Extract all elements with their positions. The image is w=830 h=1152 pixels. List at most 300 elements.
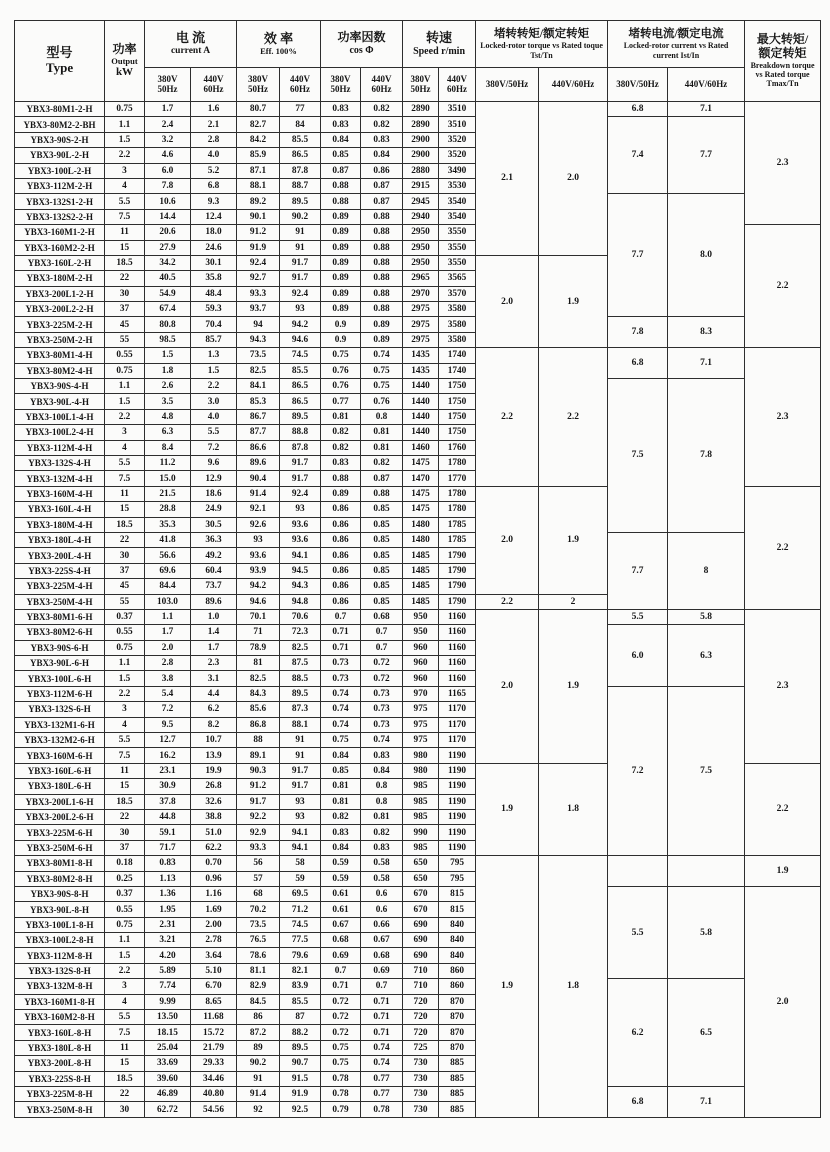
cell-speed-380: 1475 bbox=[403, 455, 439, 470]
cell-current-440: 24.6 bbox=[191, 240, 237, 255]
cell-speed-440: 885 bbox=[439, 1056, 476, 1071]
cell-current-380: 69.6 bbox=[145, 563, 191, 578]
cell-current-380: 1.8 bbox=[145, 363, 191, 378]
cell-cos-380: 0.83 bbox=[321, 455, 361, 470]
cell-ist-380: 6.8 bbox=[608, 102, 668, 117]
cell-current-380: 41.8 bbox=[145, 532, 191, 547]
cell-current-380: 39.60 bbox=[145, 1071, 191, 1086]
cell-speed-380: 975 bbox=[403, 717, 439, 732]
cell-eff-440: 74.5 bbox=[280, 348, 321, 363]
cell-type: YBX3-132M-4-H bbox=[15, 471, 105, 486]
cell-cos-380: 0.79 bbox=[321, 1102, 361, 1117]
cell-eff-380: 93.6 bbox=[237, 548, 280, 563]
cell-power: 7.5 bbox=[105, 748, 145, 763]
cell-speed-440: 3580 bbox=[439, 317, 476, 332]
cell-current-380: 7.2 bbox=[145, 702, 191, 717]
cell-power: 0.75 bbox=[105, 102, 145, 117]
cell-speed-440: 1750 bbox=[439, 425, 476, 440]
cell-cos-440: 0.8 bbox=[361, 794, 403, 809]
cell-speed-380: 650 bbox=[403, 856, 439, 871]
cell-speed-380: 725 bbox=[403, 1040, 439, 1055]
cell-speed-440: 1790 bbox=[439, 548, 476, 563]
cell-cos-380: 0.69 bbox=[321, 948, 361, 963]
cell-current-380: 3.2 bbox=[145, 132, 191, 147]
cell-current-380: 10.6 bbox=[145, 194, 191, 209]
header-ist-380-50 bbox=[608, 68, 668, 102]
cell-current-380: 3.5 bbox=[145, 394, 191, 409]
header-speed-zh: 转速 bbox=[426, 29, 453, 45]
cell-cos-440: 0.83 bbox=[361, 748, 403, 763]
cell-speed-380: 1475 bbox=[403, 486, 439, 501]
cell-type: YBX3-132S-4-H bbox=[15, 455, 105, 470]
cell-cos-440: 0.71 bbox=[361, 1025, 403, 1040]
cell-speed-380: 2975 bbox=[403, 332, 439, 347]
cell-eff-440: 82.1 bbox=[280, 963, 321, 978]
cell-type: YBX3-132M2-6-H bbox=[15, 733, 105, 748]
cell-current-380: 30.9 bbox=[145, 779, 191, 794]
cell-eff-440: 94.8 bbox=[280, 594, 321, 609]
cell-eff-440: 74.5 bbox=[280, 917, 321, 932]
cell-eff-440: 92.4 bbox=[280, 286, 321, 301]
cell-power: 0.75 bbox=[105, 917, 145, 932]
cell-eff-440: 87.8 bbox=[280, 163, 321, 178]
cell-eff-440: 87 bbox=[280, 1010, 321, 1025]
cell-current-440: 2.78 bbox=[191, 933, 237, 948]
cell-power: 1.1 bbox=[105, 656, 145, 671]
cell-current-440: 30.1 bbox=[191, 255, 237, 270]
cell-speed-440: 1780 bbox=[439, 502, 476, 517]
freq-combined-label: 440V/60Hz bbox=[684, 78, 728, 89]
cell-speed-380: 2915 bbox=[403, 178, 439, 193]
cell-current-380: 1.95 bbox=[145, 902, 191, 917]
cell-cos-440: 0.72 bbox=[361, 671, 403, 686]
cell-eff-380: 91.2 bbox=[237, 779, 280, 794]
cell-type: YBX3-250M-4-H bbox=[15, 594, 105, 609]
header-efficiency bbox=[237, 21, 321, 68]
cell-type: YBX3-225M-2-H bbox=[15, 317, 105, 332]
cell-speed-380: 2950 bbox=[403, 225, 439, 240]
cell-type: YBX3-160L-8-H bbox=[15, 1025, 105, 1040]
cell-eff-380: 81 bbox=[237, 656, 280, 671]
freq-hz-label: 60Hz bbox=[203, 83, 224, 94]
cell-speed-440: 815 bbox=[439, 886, 476, 901]
cell-current-440: 2.00 bbox=[191, 917, 237, 932]
freq-hz-label: 50Hz bbox=[410, 83, 431, 94]
cell-speed-440: 1740 bbox=[439, 363, 476, 378]
cell-type: YBX3-225S-8-H bbox=[15, 1071, 105, 1086]
cell-eff-380: 93.3 bbox=[237, 840, 280, 855]
cell-current-440: 59.3 bbox=[191, 302, 237, 317]
cell-power: 3 bbox=[105, 702, 145, 717]
cell-speed-440: 870 bbox=[439, 1025, 476, 1040]
freq-volt-label: 440V bbox=[447, 73, 468, 84]
cell-power: 18.5 bbox=[105, 1071, 145, 1086]
cell-cos-380: 0.76 bbox=[321, 379, 361, 394]
freq-volt-label: 440V bbox=[203, 73, 224, 84]
cell-cos-380: 0.82 bbox=[321, 425, 361, 440]
cell-eff-440: 87.3 bbox=[280, 702, 321, 717]
cell-power: 5.5 bbox=[105, 733, 145, 748]
cell-tst-380: 2.0 bbox=[476, 486, 539, 594]
cell-eff-380: 80.7 bbox=[237, 102, 280, 117]
cell-eff-380: 84.3 bbox=[237, 686, 280, 701]
cell-speed-380: 985 bbox=[403, 809, 439, 824]
cell-cos-440: 0.7 bbox=[361, 625, 403, 640]
cell-power: 1.1 bbox=[105, 117, 145, 132]
cell-cos-380: 0.85 bbox=[321, 148, 361, 163]
cell-speed-380: 1435 bbox=[403, 348, 439, 363]
cell-current-380: 34.2 bbox=[145, 255, 191, 270]
cell-cos-380: 0.86 bbox=[321, 502, 361, 517]
cell-cos-440: 0.81 bbox=[361, 425, 403, 440]
cell-ist-380: 7.2 bbox=[608, 686, 668, 855]
cell-speed-380: 1460 bbox=[403, 440, 439, 455]
cell-current-380: 33.69 bbox=[145, 1056, 191, 1071]
cell-current-440: 1.3 bbox=[191, 348, 237, 363]
cell-speed-380: 2950 bbox=[403, 240, 439, 255]
cell-eff-440: 91.7 bbox=[280, 779, 321, 794]
cell-current-440: 89.6 bbox=[191, 594, 237, 609]
cell-power: 0.37 bbox=[105, 609, 145, 624]
cell-current-440: 4.0 bbox=[191, 409, 237, 424]
cell-speed-380: 1440 bbox=[403, 409, 439, 424]
cell-speed-440: 1790 bbox=[439, 579, 476, 594]
cell-eff-440: 94.1 bbox=[280, 840, 321, 855]
cell-current-440: 40.80 bbox=[191, 1087, 237, 1102]
cell-power: 3 bbox=[105, 979, 145, 994]
header-breakdown-torque-zh1: 最大转矩/ bbox=[756, 32, 809, 47]
cell-cos-440: 0.58 bbox=[361, 871, 403, 886]
cell-current-440: 0.70 bbox=[191, 856, 237, 871]
cell-eff-440: 91 bbox=[280, 240, 321, 255]
cell-cos-380: 0.73 bbox=[321, 671, 361, 686]
cell-cos-440: 0.85 bbox=[361, 517, 403, 532]
cell-power: 7.5 bbox=[105, 209, 145, 224]
cell-power: 11 bbox=[105, 1040, 145, 1055]
cell-cos-380: 0.85 bbox=[321, 763, 361, 778]
cell-eff-380: 94.2 bbox=[237, 579, 280, 594]
cell-eff-380: 84.2 bbox=[237, 132, 280, 147]
header-locked-rotor-current-zh: 堵转电流/额定电流 bbox=[628, 28, 724, 41]
cell-speed-440: 1160 bbox=[439, 656, 476, 671]
freq-combined-label: 380V/50Hz bbox=[485, 78, 529, 89]
cell-type: YBX3-90L-2-H bbox=[15, 148, 105, 163]
cell-type: YBX3-80M2-2-BH bbox=[15, 117, 105, 132]
cell-tmax: 2.2 bbox=[745, 763, 821, 855]
cell-current-440: 3.1 bbox=[191, 671, 237, 686]
cell-tst-440: 1.9 bbox=[539, 486, 608, 594]
freq-hz-label: 60Hz bbox=[290, 83, 311, 94]
cell-power: 4 bbox=[105, 717, 145, 732]
table-row bbox=[15, 117, 821, 132]
table-row bbox=[15, 686, 821, 701]
cell-eff-440: 93.6 bbox=[280, 517, 321, 532]
cell-cos-440: 0.85 bbox=[361, 594, 403, 609]
cell-current-440: 1.5 bbox=[191, 363, 237, 378]
cell-speed-440: 1170 bbox=[439, 717, 476, 732]
cell-power: 18.5 bbox=[105, 794, 145, 809]
cell-ist-380: 7.5 bbox=[608, 379, 668, 533]
cell-tst-440: 1.9 bbox=[539, 255, 608, 347]
cell-current-440: 8.2 bbox=[191, 717, 237, 732]
cell-power: 45 bbox=[105, 317, 145, 332]
cell-ist-380: 6.0 bbox=[608, 625, 668, 687]
cell-eff-380: 84.5 bbox=[237, 994, 280, 1009]
freq-volt-label: 440V bbox=[371, 73, 392, 84]
cell-ist-380: 6.8 bbox=[608, 348, 668, 379]
cell-speed-380: 1435 bbox=[403, 363, 439, 378]
cell-cos-380: 0.61 bbox=[321, 902, 361, 917]
cell-eff-380: 82.5 bbox=[237, 671, 280, 686]
cell-eff-380: 91 bbox=[237, 1071, 280, 1086]
cell-eff-440: 87.5 bbox=[280, 656, 321, 671]
cell-power: 30 bbox=[105, 286, 145, 301]
cell-current-380: 28.8 bbox=[145, 502, 191, 517]
cell-cos-380: 0.87 bbox=[321, 163, 361, 178]
cell-current-440: 21.79 bbox=[191, 1040, 237, 1055]
cell-cos-440: 0.81 bbox=[361, 809, 403, 824]
cell-cos-380: 0.74 bbox=[321, 717, 361, 732]
header-power-unit: kW bbox=[115, 66, 134, 79]
cell-current-440: 29.33 bbox=[191, 1056, 237, 1071]
cell-type: YBX3-160M2-8-H bbox=[15, 1010, 105, 1025]
cell-cos-380: 0.78 bbox=[321, 1071, 361, 1086]
cell-eff-380: 93.9 bbox=[237, 563, 280, 578]
cell-speed-440: 1170 bbox=[439, 702, 476, 717]
cell-speed-440: 795 bbox=[439, 856, 476, 871]
cell-speed-440: 3550 bbox=[439, 255, 476, 270]
cell-eff-440: 88.1 bbox=[280, 717, 321, 732]
cell-cos-440: 0.77 bbox=[361, 1087, 403, 1102]
cell-type: YBX3-80M2-4-H bbox=[15, 363, 105, 378]
header-power-factor-en: cos Φ bbox=[349, 45, 374, 57]
cell-cos-440: 0.6 bbox=[361, 902, 403, 917]
cell-tmax: 2.2 bbox=[745, 225, 821, 348]
cell-cos-380: 0.86 bbox=[321, 548, 361, 563]
cell-speed-380: 670 bbox=[403, 902, 439, 917]
cell-power: 22 bbox=[105, 532, 145, 547]
cell-speed-440: 1190 bbox=[439, 825, 476, 840]
cell-current-380: 4.8 bbox=[145, 409, 191, 424]
cell-speed-440: 1750 bbox=[439, 394, 476, 409]
cell-cos-380: 0.83 bbox=[321, 117, 361, 132]
cell-current-380: 18.15 bbox=[145, 1025, 191, 1040]
cell-ist-440: 6.3 bbox=[668, 625, 745, 687]
cell-power: 15 bbox=[105, 240, 145, 255]
cell-tst-380: 2.0 bbox=[476, 255, 539, 347]
cell-speed-440: 860 bbox=[439, 963, 476, 978]
cell-eff-380: 91.4 bbox=[237, 486, 280, 501]
cell-power: 5.5 bbox=[105, 455, 145, 470]
cell-tmax: 2.2 bbox=[745, 486, 821, 609]
header-speed bbox=[403, 21, 476, 68]
cell-speed-440: 1190 bbox=[439, 794, 476, 809]
cell-current-380: 5.4 bbox=[145, 686, 191, 701]
cell-speed-440: 1190 bbox=[439, 840, 476, 855]
cell-eff-440: 94.3 bbox=[280, 579, 321, 594]
cell-speed-380: 2945 bbox=[403, 194, 439, 209]
cell-current-440: 7.2 bbox=[191, 440, 237, 455]
table-row bbox=[15, 317, 821, 332]
cell-eff-380: 90.2 bbox=[237, 1056, 280, 1071]
cell-speed-440: 885 bbox=[439, 1071, 476, 1086]
cell-eff-380: 91.9 bbox=[237, 240, 280, 255]
cell-type: YBX3-200L-4-H bbox=[15, 548, 105, 563]
cell-cos-380: 0.76 bbox=[321, 363, 361, 378]
cell-cos-440: 0.85 bbox=[361, 532, 403, 547]
cell-power: 4 bbox=[105, 440, 145, 455]
motor-spec-table bbox=[14, 20, 821, 1118]
cell-tst-440: 1.9 bbox=[539, 609, 608, 763]
cell-current-440: 18.6 bbox=[191, 486, 237, 501]
cell-power: 7.5 bbox=[105, 1025, 145, 1040]
cell-speed-440: 1190 bbox=[439, 748, 476, 763]
cell-current-380: 62.72 bbox=[145, 1102, 191, 1117]
cell-power: 11 bbox=[105, 225, 145, 240]
cell-type: YBX3-225M-6-H bbox=[15, 825, 105, 840]
cell-speed-440: 3580 bbox=[439, 332, 476, 347]
cell-type: YBX3-80M1-6-H bbox=[15, 609, 105, 624]
cell-speed-440: 1785 bbox=[439, 517, 476, 532]
cell-cos-440: 0.58 bbox=[361, 856, 403, 871]
header-locked-rotor-torque-en: Locked-rotor torque vs Rated toque Tst/Tn bbox=[480, 41, 603, 60]
cell-type: YBX3-132M-8-H bbox=[15, 979, 105, 994]
cell-type: YBX3-160M-6-H bbox=[15, 748, 105, 763]
cell-speed-380: 2975 bbox=[403, 302, 439, 317]
cell-cos-440: 0.7 bbox=[361, 979, 403, 994]
cell-current-440: 36.3 bbox=[191, 532, 237, 547]
cell-current-380: 2.4 bbox=[145, 117, 191, 132]
cell-cos-440: 0.76 bbox=[361, 394, 403, 409]
cell-cos-380: 0.71 bbox=[321, 625, 361, 640]
cell-eff-380: 87.7 bbox=[237, 425, 280, 440]
cell-speed-440: 3540 bbox=[439, 194, 476, 209]
cell-speed-380: 730 bbox=[403, 1087, 439, 1102]
cell-eff-440: 94.1 bbox=[280, 548, 321, 563]
cell-speed-380: 720 bbox=[403, 1025, 439, 1040]
cell-speed-380: 1480 bbox=[403, 517, 439, 532]
cell-eff-380: 94 bbox=[237, 317, 280, 332]
cell-cos-380: 0.89 bbox=[321, 302, 361, 317]
cell-speed-440: 3580 bbox=[439, 302, 476, 317]
cell-speed-440: 1160 bbox=[439, 609, 476, 624]
cell-current-440: 6.70 bbox=[191, 979, 237, 994]
cell-current-440: 19.9 bbox=[191, 763, 237, 778]
cell-cos-380: 0.59 bbox=[321, 856, 361, 871]
cell-type: YBX3-80M1-4-H bbox=[15, 348, 105, 363]
cell-speed-380: 1470 bbox=[403, 471, 439, 486]
cell-cos-440: 0.83 bbox=[361, 132, 403, 147]
cell-speed-440: 1785 bbox=[439, 532, 476, 547]
cell-eff-440: 93.6 bbox=[280, 532, 321, 547]
cell-cos-380: 0.86 bbox=[321, 594, 361, 609]
header-speed-en: Speed r/min bbox=[413, 45, 466, 57]
cell-current-380: 59.1 bbox=[145, 825, 191, 840]
cell-eff-380: 94.6 bbox=[237, 594, 280, 609]
cell-cos-380: 0.9 bbox=[321, 317, 361, 332]
cell-power: 0.75 bbox=[105, 363, 145, 378]
cell-type: YBX3-250M-2-H bbox=[15, 332, 105, 347]
cell-eff-440: 91.7 bbox=[280, 763, 321, 778]
cell-power: 55 bbox=[105, 594, 145, 609]
cell-cos-380: 0.84 bbox=[321, 132, 361, 147]
cell-speed-380: 1485 bbox=[403, 563, 439, 578]
cell-cos-440: 0.75 bbox=[361, 379, 403, 394]
cell-cos-380: 0.86 bbox=[321, 532, 361, 547]
cell-type: YBX3-100L1-8-H bbox=[15, 917, 105, 932]
cell-current-380: 4.6 bbox=[145, 148, 191, 163]
cell-ist-440 bbox=[668, 856, 745, 887]
cell-cos-380: 0.75 bbox=[321, 1040, 361, 1055]
freq-hz-label: 60Hz bbox=[371, 83, 392, 94]
cell-eff-380: 92 bbox=[237, 1102, 280, 1117]
cell-current-380: 1.13 bbox=[145, 871, 191, 886]
cell-power: 0.75 bbox=[105, 640, 145, 655]
cell-type: YBX3-90S-8-H bbox=[15, 886, 105, 901]
cell-speed-380: 985 bbox=[403, 779, 439, 794]
cell-cos-380: 0.89 bbox=[321, 240, 361, 255]
cell-speed-380: 1475 bbox=[403, 502, 439, 517]
cell-speed-440: 1190 bbox=[439, 779, 476, 794]
cell-cos-440: 0.8 bbox=[361, 779, 403, 794]
cell-eff-440: 90.7 bbox=[280, 1056, 321, 1071]
cell-speed-440: 3510 bbox=[439, 117, 476, 132]
cell-speed-440: 3540 bbox=[439, 209, 476, 224]
cell-eff-440: 87.8 bbox=[280, 440, 321, 455]
cell-power: 15 bbox=[105, 1056, 145, 1071]
cell-current-380: 0.83 bbox=[145, 856, 191, 871]
cell-power: 22 bbox=[105, 1087, 145, 1102]
cell-speed-440: 3570 bbox=[439, 286, 476, 301]
cell-speed-440: 3490 bbox=[439, 163, 476, 178]
cell-speed-380: 710 bbox=[403, 979, 439, 994]
cell-type: YBX3-80M1-2-H bbox=[15, 102, 105, 117]
cell-ist-440: 7.8 bbox=[668, 379, 745, 533]
cell-speed-440: 1780 bbox=[439, 486, 476, 501]
cell-current-440: 60.4 bbox=[191, 563, 237, 578]
cell-eff-380: 86 bbox=[237, 1010, 280, 1025]
cell-cos-380: 0.72 bbox=[321, 1025, 361, 1040]
cell-current-440: 6.8 bbox=[191, 178, 237, 193]
header-speed-440-60 bbox=[439, 68, 476, 102]
cell-current-380: 56.6 bbox=[145, 548, 191, 563]
cell-power: 0.55 bbox=[105, 348, 145, 363]
cell-ist-380: 6.2 bbox=[608, 979, 668, 1087]
cell-cos-380: 0.61 bbox=[321, 886, 361, 901]
cell-ist-380: 5.5 bbox=[608, 886, 668, 978]
cell-current-380: 27.9 bbox=[145, 240, 191, 255]
header-ist-440-60 bbox=[668, 68, 745, 102]
cell-current-440: 51.0 bbox=[191, 825, 237, 840]
cell-power: 1.5 bbox=[105, 132, 145, 147]
cell-eff-440: 69.5 bbox=[280, 886, 321, 901]
cell-eff-380: 76.5 bbox=[237, 933, 280, 948]
cell-speed-440: 1790 bbox=[439, 563, 476, 578]
header-power-en: Output bbox=[111, 55, 138, 66]
cell-cos-440: 0.68 bbox=[361, 609, 403, 624]
cell-eff-380: 81.1 bbox=[237, 963, 280, 978]
cell-speed-440: 840 bbox=[439, 917, 476, 932]
cell-speed-440: 1165 bbox=[439, 686, 476, 701]
cell-speed-440: 860 bbox=[439, 979, 476, 994]
cell-cos-440: 0.83 bbox=[361, 840, 403, 855]
cell-power: 2.2 bbox=[105, 409, 145, 424]
cell-cos-440: 0.74 bbox=[361, 348, 403, 363]
cell-cos-380: 0.74 bbox=[321, 686, 361, 701]
cell-ist-380: 7.8 bbox=[608, 317, 668, 348]
cell-eff-380: 78.9 bbox=[237, 640, 280, 655]
freq-hz-label: 50Hz bbox=[248, 83, 269, 94]
